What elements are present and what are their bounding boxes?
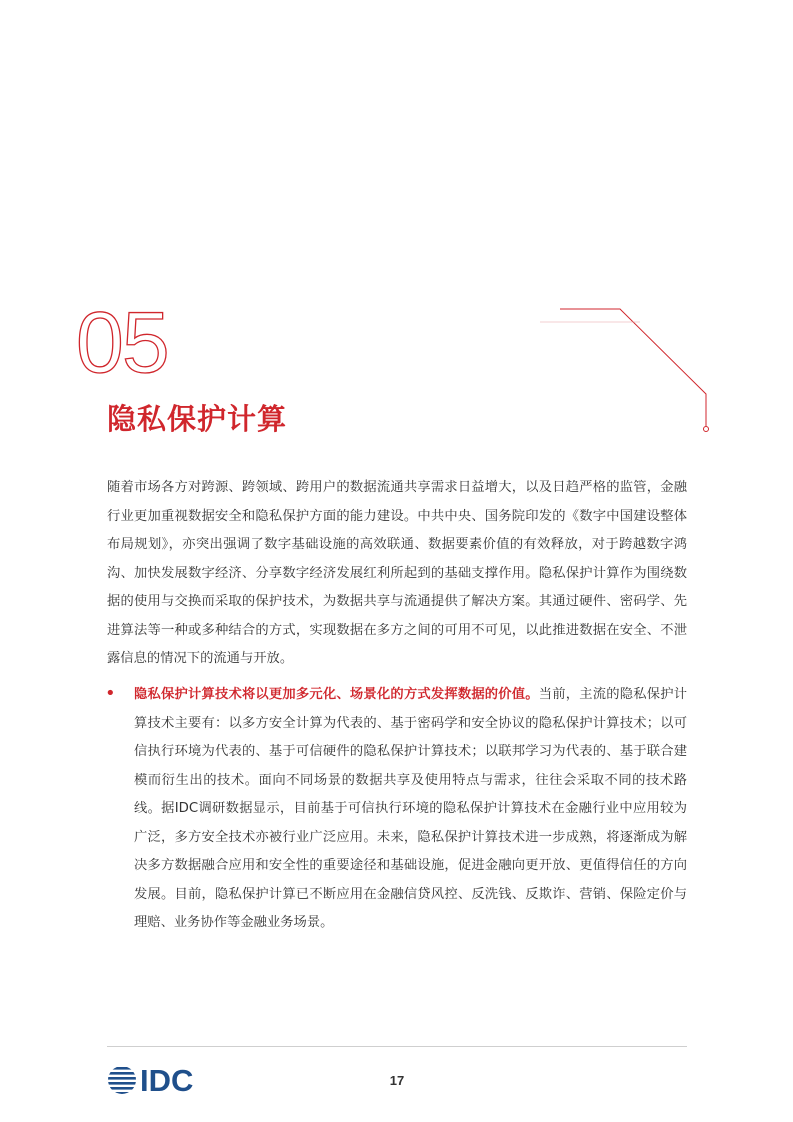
bullet-body-text: 当前，主流的隐私保护计算技术主要有：以多方安全计算为代表的、基于密码学和安全协议的隐私保护计算技术；以可信执行环境为代表的、基于可信硬件的隐私保护计算技术；以联邦学习为代表的、基于联合建模而衍生出的技术。面向不同场景的数据共享及使用特点与需求，往往会采取不同的技术路线。据IDC调研数据显示，目前基于可信执行环境的隐私保护计算技术在金融行业中应用较为广泛，多方安全技术亦被行业广泛应用。未来，隐私保护计算技术进一步成熟，将逐渐成为解决多方数据融合应用和安全性的重要途径和基础设施，促进金融向更开放、更值得信任的方向发展。目前，隐私保护计算已不断应用在金融信贷风控、反洗钱、反欺诈、营销、保险定价与理赔、业务协作等金融业务场景。 bbox=[134, 687, 688, 930]
idc-logo bbox=[107, 1063, 193, 1097]
bullet-marker: • bbox=[105, 683, 116, 704]
bullet-lead-text: 隐私保护计算技术将以更加多元化、场景化的方式发挥数据的价值。 bbox=[134, 687, 539, 702]
bullet-paragraph bbox=[134, 681, 687, 938]
footer-divider bbox=[107, 1046, 687, 1047]
idc-globe-icon bbox=[107, 1065, 137, 1095]
chapter-number: 05 bbox=[76, 295, 168, 391]
page-number: 17 bbox=[389, 1073, 405, 1088]
idc-logo-text: IDC bbox=[140, 1062, 194, 1098]
section-title: 隐私保护计算 bbox=[107, 402, 288, 436]
intro-paragraph: 随着市场各方对跨源、跨领域、跨用户的数据流通共享需求日益增大，以及日趋严格的监管，金融行业更加重视数据安全和隐私保护方面的能力建设。中共中央、国务院印发的《数字中国建设整体布局规划》，亦突出强调了数字基础设施的高效联通、数据要素价值的有效释放，对于跨越数字鸿沟、加快发展数字经济、分享数字经济发展红利所起到的基础支撑作用。隐私保护计算作为围绕数据的使用与交换而采取的保护技术，为数据共享与流通提供了解决方案。其通过硬件、密码学、先进算法等一种或多种结合的方式，实现数据在多方之间的可用不可见，以此推进数据在安全、不泄露信息的情况下的流通与开放。 bbox=[107, 480, 687, 666]
